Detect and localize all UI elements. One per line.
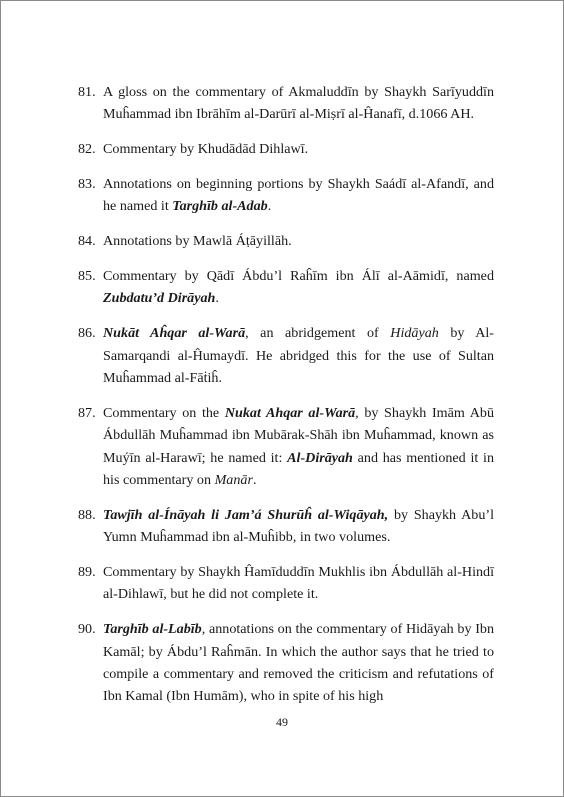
list-item: [78, 138, 494, 160]
text-segment: A gloss on the commentary of Akmaluddīn by Shaykh Sarīyuddīn Muĥammad ibn Ibrāhīm al-Darūrī al-Miṣrī al-Ĥanafī, d.1066 AH.: [103, 84, 494, 123]
entry-text: [103, 84, 494, 122]
entry-text: [103, 621, 494, 704]
entry-number: 90.: [78, 621, 96, 638]
text-segment: .: [215, 290, 219, 307]
italic-reference: Hidāyah: [390, 325, 439, 342]
page-number: 49: [276, 715, 288, 729]
text-segment: , by Shaykh Imām Abū Ábdullāh Muĥammad ibn Mubārak-Shāh ibn Muĥammad, known as Muýīn al-Harawī; he named it:: [103, 404, 494, 466]
book-title: Zubdatu’d Dirāyah: [103, 290, 216, 307]
book-title: Nukāt Aĥqar al-Warā: [103, 325, 246, 342]
text-segment: by Shaykh Abu’l Yumn Muĥammad ibn al-Muĥibb, in two volumes.: [103, 506, 494, 546]
entry-text: [103, 564, 494, 602]
entry-number: 81.: [78, 84, 96, 100]
book-title: Nukat Ahqar al-Warā: [224, 404, 356, 421]
list-item: [78, 81, 494, 126]
list-item: [78, 561, 494, 606]
entry-list: [78, 81, 494, 720]
entry-text: [103, 268, 494, 306]
text-segment: Commentary by Qādī Ábdu’l Raĥīm ibn Álī al-Aāmidī, named: [103, 268, 494, 284]
list-item: [78, 322, 494, 389]
text-segment: Commentary by Khudādād Dihlawī.: [103, 141, 309, 158]
entry-text: [103, 405, 494, 488]
text-segment: Annotations on beginning portions by Shaykh Saádī al-Afandī, and he named it: [103, 176, 494, 215]
text-segment: , an abridgement of: [245, 325, 391, 342]
entry-number: 83.: [78, 176, 96, 192]
text-segment: .: [267, 198, 272, 215]
text-segment: and has mentioned it in his commentary on: [103, 449, 494, 489]
book-title: Al-Dirāyah: [287, 449, 353, 466]
entry-number: 85.: [78, 268, 96, 284]
entry-number: 87.: [78, 404, 96, 421]
text-segment: , annotations on the commentary of Hidāyah by Ibn Kamāl; by Ábdu’l Raĥmān. In which the author says that he tried to compile a commentary and removed the criticism and refutations of Ibn Kamal (Ibn Humām), who in spite of his high: [103, 621, 495, 705]
entry-text: [103, 507, 494, 545]
text-segment: by Al-Samarqandi al-Ĥumaydī. He abridged this for the use of Sultan Muĥammad al-Fāṫiĥ.: [103, 325, 495, 387]
list-item: [78, 618, 494, 708]
list-item: [78, 230, 494, 252]
italic-reference: Manār: [214, 472, 253, 489]
entry-number: 86.: [78, 325, 96, 342]
text-segment: Commentary by Shaykh Ĥamīduddīn Mukhlis ibn Ábdullāh al-Hindī al-Dihlawī, but he did not complete it.: [103, 564, 494, 603]
list-item: [78, 504, 494, 549]
entry-text: [103, 233, 292, 249]
book-title: Targhīb al-Labīb: [103, 621, 202, 638]
book-title: Targhīb al-Adab: [172, 198, 268, 215]
entry-number: 88.: [78, 506, 96, 523]
list-item: [78, 402, 494, 492]
text-segment: Annotations by Mawlā Áṭāyillāh.: [103, 233, 292, 250]
book-title: Tawjīh al-Ínāyah li Jam’á Shurūĥ al-Wiqāyah,: [103, 506, 389, 523]
list-item: [78, 265, 494, 310]
list-item: [78, 173, 494, 218]
entry-text: [103, 176, 494, 214]
text-segment: .: [252, 472, 257, 489]
entry-number: 89.: [78, 564, 96, 581]
entry-text: [103, 141, 308, 157]
entry-text: [103, 325, 494, 386]
text-segment: Commentary on the: [103, 404, 225, 421]
entry-number: 82.: [78, 141, 96, 158]
entry-number: 84.: [78, 233, 96, 250]
